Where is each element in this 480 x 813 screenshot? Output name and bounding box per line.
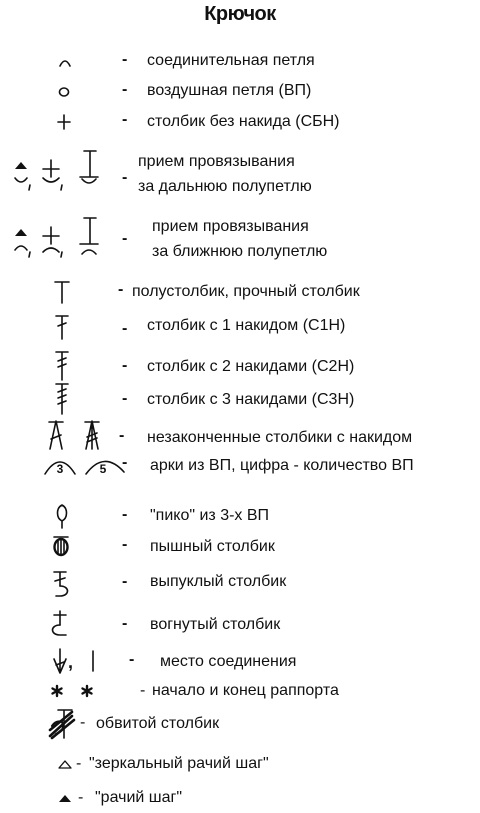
back-loop-icon xyxy=(10,145,110,193)
legend-dash: - xyxy=(122,454,128,471)
legend-text: вогнутый столбик xyxy=(150,616,281,633)
legend-text: столбик с 3 накидами (С3Н) xyxy=(147,391,355,408)
arch-count-label: 3 xyxy=(56,462,64,476)
front-post-stitch-icon xyxy=(46,568,76,598)
legend-dash: - xyxy=(118,281,124,298)
back-post-stitch-icon xyxy=(46,605,76,639)
single-crochet-icon xyxy=(50,110,80,134)
legend-text: начало и конец раппорта xyxy=(152,682,339,699)
legend-text: столбик с 2 накидами (С2Н) xyxy=(147,358,355,375)
legend-text: воздушная петля (ВП) xyxy=(147,82,312,99)
legend-text-line2: за ближнюю полупетлю xyxy=(152,243,328,260)
page-title: Крючок xyxy=(204,3,276,25)
half-double-crochet-icon xyxy=(48,278,78,306)
treble-crochet-icon xyxy=(48,349,78,383)
crab-stitch-post-icon xyxy=(42,706,82,742)
legend-dash: - xyxy=(129,651,135,668)
picot-icon xyxy=(48,500,78,530)
legend-text: выпуклый столбик xyxy=(150,573,287,590)
legend-text: арки из ВП, цифра - количество ВП xyxy=(150,457,414,474)
double-crochet-icon xyxy=(48,312,78,342)
legend-text: столбик без накида (СБН) xyxy=(147,113,340,130)
legend-text: место соединения xyxy=(160,653,297,670)
legend-dash: - xyxy=(122,169,128,186)
legend-text: пышный столбик xyxy=(150,538,275,555)
legend-text: "зеркальный рачий шаг" xyxy=(89,755,269,772)
front-loop-icon xyxy=(10,212,110,260)
legend-dash: - xyxy=(78,789,84,806)
legend-text: столбик с 1 накидом (С1Н) xyxy=(147,317,346,334)
legend-dash: - xyxy=(122,536,128,553)
legend-dash: - xyxy=(122,51,128,68)
legend-text: незаконченные столбики с накидом xyxy=(147,429,413,446)
legend-text: соединительная петля xyxy=(147,52,315,69)
legend-text: "пико" из 3-х ВП xyxy=(150,507,270,524)
join-separator: , xyxy=(68,652,74,672)
legend-dash: - xyxy=(122,111,128,128)
legend-dash: - xyxy=(122,573,128,590)
puff-stitch-icon xyxy=(46,532,76,562)
legend-dash: - xyxy=(119,427,125,444)
legend-text: "рачий шаг" xyxy=(95,789,183,806)
legend-text: полустолбик, прочный столбик xyxy=(132,283,360,300)
legend-text-line2: за дальнюю полупетлю xyxy=(138,178,312,195)
chain-arch-icon xyxy=(42,452,132,480)
legend-dash: - xyxy=(122,230,128,247)
legend-text: прием провязывания xyxy=(152,218,309,235)
legend-dash: - xyxy=(122,615,128,632)
arch-count-label: 5 xyxy=(99,462,107,476)
legend-dash: - xyxy=(80,714,86,731)
legend-text: обвитой столбик xyxy=(96,715,220,732)
legend-dash: - xyxy=(76,755,82,772)
join-line-icon xyxy=(88,645,98,677)
legend-dash: - xyxy=(122,506,128,523)
chain-stitch-icon xyxy=(50,80,80,102)
legend-dash: - xyxy=(122,390,128,407)
mirror-crab-step-icon xyxy=(56,753,76,775)
legend-dash: - xyxy=(140,682,146,699)
repeat-marks-icon xyxy=(44,679,104,703)
slip-stitch-icon xyxy=(50,50,80,72)
crab-step-icon xyxy=(56,787,76,809)
legend-dash: - xyxy=(122,81,128,98)
double-treble-crochet-icon xyxy=(48,381,78,417)
legend-text: прием провязывания xyxy=(138,153,295,170)
legend-dash: - xyxy=(122,320,128,337)
unfinished-stitches-icon xyxy=(44,417,114,453)
legend-dash: - xyxy=(122,357,128,374)
